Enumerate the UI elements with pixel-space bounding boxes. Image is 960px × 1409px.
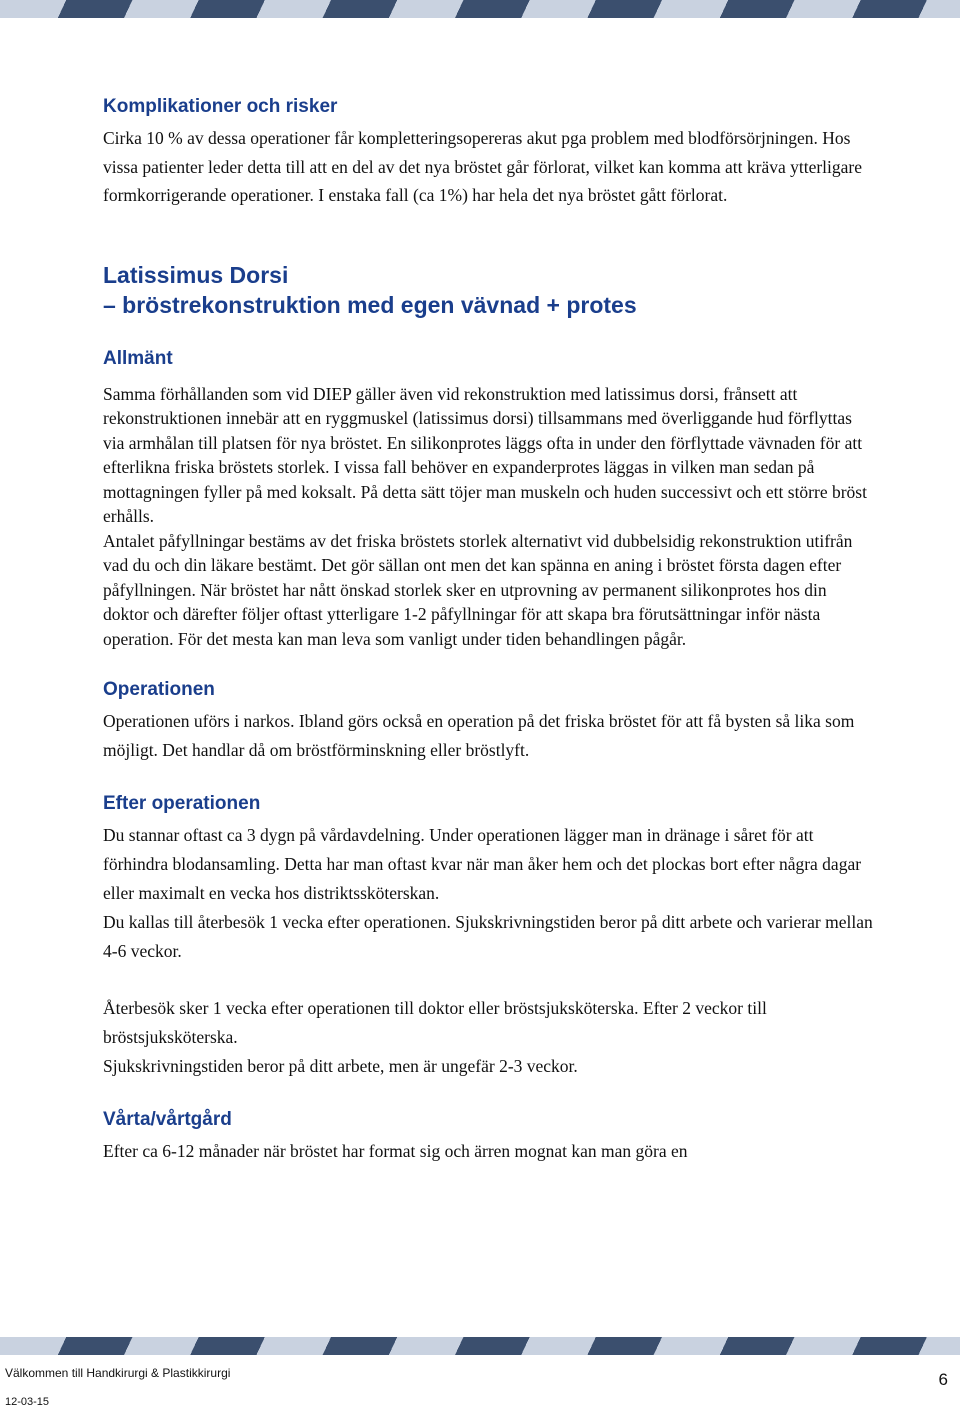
- heading-komplikationer: Komplikationer och risker: [103, 96, 338, 117]
- page-number: 6: [938, 1370, 948, 1389]
- paragraph-operationen: Operationen uförs i narkos. Ibland görs också en operation på det friska bröstet för att få bysten så lika som möjligt. Det handlar då om bröstförminskning eller bröstlyft.: [103, 711, 855, 760]
- paragraph-efter-4: Sjukskrivningstiden beror på ditt arbete, men är ungefär 2-3 veckor.: [103, 1056, 578, 1076]
- section-subtitle-latissimus: – bröstrekonstruktion med egen vävnad + protes: [103, 291, 637, 318]
- heading-operationen: Operationen: [103, 679, 215, 700]
- paragraph-allmant-2: Antalet påfyllningar bestäms av det friska bröstets storlek alternativt vid dubbelsidig rekonstruktion utifrån vad du och din läkare bestämt. Det gör sällan ont men det kan spänna en aning i bröstet första dagen efter påfyllningen. När bröstet har nått önskad storlek sker en utprovning av permanent silikonprotes hos din doktor och därefter följer oftast ytterligare 1-2 påfyllningar för att skapa bra förutsättningar inför nästa operation. För det mesta kan man leva som vanligt under tiden behandlingen pågår.: [103, 530, 853, 649]
- document-body: [103, 96, 873, 1166]
- paragraph-efter-1: Du stannar oftast ca 3 dygn på vårdavdelning. Under operationen lägger man in dränage i såret för att förhindra blodansamling. Detta har man oftast kvar när man åker hem och det plockas bort efter några dagar eller maximalt en vecka hos distriktssköterskan.: [103, 825, 862, 903]
- section-title-latissimus: Latissimus Dorsi: [103, 261, 289, 288]
- paragraph-allmant-1: Samma förhållanden som vid DIEP gäller även vid rekonstruktion med latissimus dorsi, frånsett att rekonstruktionen innebär att en ryggmuskel (latissimus dorsi) tillsammans med överliggande hud förflyttas via armhålan till platsen för nya bröstet. En silikonprotes läggs ofta in under den förflyttade vävnaden för att efterlikna friska bröstets storlek. I vissa fall behöver en expanderprotes läggas in vilken man sedan på mottagningen fyller på med koksalt. På detta sätt töjer man muskeln och huden successivt och ett större bröst erhålls.: [103, 383, 867, 526]
- heading-efter-operationen: Efter operationen: [103, 793, 261, 814]
- footer-date: 12-03-15: [5, 1396, 50, 1408]
- paragraph-efter-3: Återbesök sker 1 vecka efter operationen till doktor eller bröstsjuksköterska. Efter 2 veckor till bröstsjuksköterska.: [103, 998, 767, 1047]
- paragraph-varta: Efter ca 6-12 månader när bröstet har format sig och ärren mognat kan man göra en: [103, 1141, 688, 1161]
- header-decorative-band: [0, 0, 960, 18]
- footer-clinic-name: Välkommen till Handkirurgi & Plastikkirurgi: [5, 1366, 231, 1380]
- paragraph-komplikationer: Cirka 10 % av dessa operationer får kompletteringsopereras akut pga problem med blodförsörjningen. Hos vissa patienter leder detta till att en del av det nya bröstet går förlorat, vilket kan komma att kräva ytterligare formkorrigerande operationer. I enstaka fall (ca 1%) har hela det nya bröstet gått förlorat.: [103, 128, 863, 205]
- paragraph-efter-2: Du kallas till återbesök 1 vecka efter operationen. Sjukskrivningstiden beror på ditt arbete och varierar mellan 4-6 veckor.: [103, 912, 873, 961]
- footer-decorative-band: [0, 1337, 960, 1355]
- heading-allmant: Allmänt: [103, 347, 173, 369]
- heading-varta: Vårta/vårtgård: [103, 1109, 232, 1130]
